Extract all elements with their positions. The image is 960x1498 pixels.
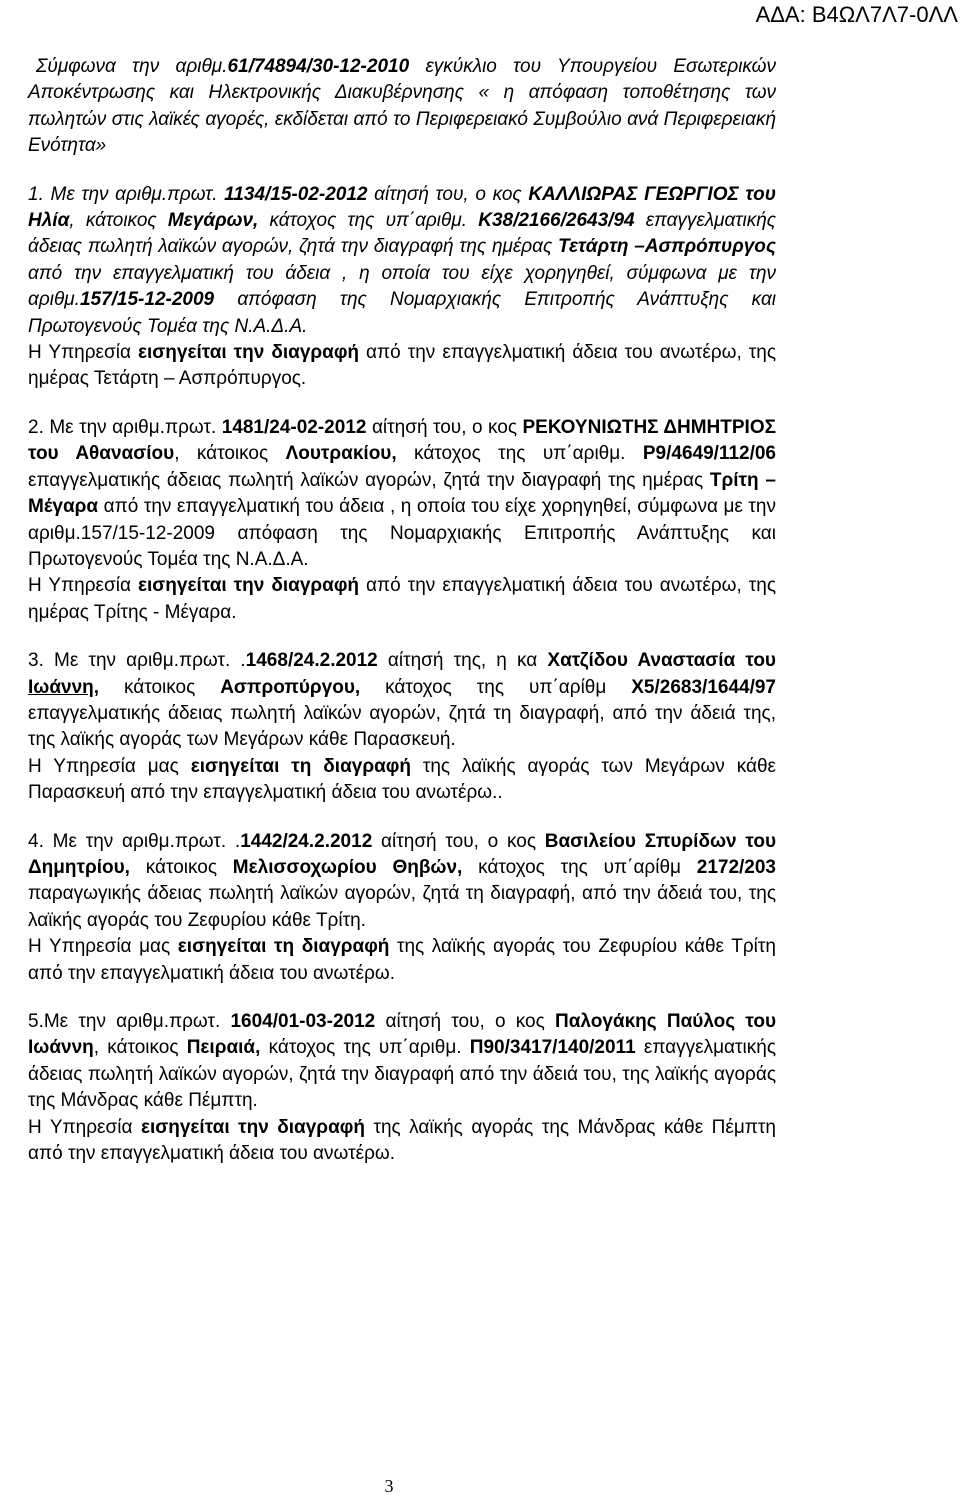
item-2-place: Λουτρακίου, [285,443,397,465]
ada-code: ΑΔΑ: Β4ΩΛ7Λ7-0ΛΛ [755,2,958,27]
item-5-license: Π90/3417/140/2011 [469,1037,636,1059]
item-3-name: Χατζίδου Αναστασία του Ιωάννη, [28,650,776,698]
item-1-recommendation: Η Υπηρεσία εισηγείται την διαγραφή από την επαγγελματική άδεια του ανωτέρω, της ημέρας Τετάρτη – Ασπρόπυργος. [28,342,776,390]
item-3-license: Χ5/2683/1644/97 [631,676,776,698]
item-3-recommendation: Η Υπηρεσία μας εισηγείται τη διαγραφή της λαϊκής αγοράς των Μεγάρων κάθε Παρασκευή από την επαγγελματική άδεια του ανωτέρω.. [28,755,776,804]
document-body [28,54,776,1167]
item-2-license: Ρ9/4649/112/06 [642,443,776,465]
item-5-protocol: 1604/01-03-2012 [230,1011,376,1032]
item-2-name: ΡΕΚΟΥΝΙΩΤΗΣ ΔΗΜΗΤΡΙΟΣ του Αθανασίου [28,416,777,465]
item-5-name: Παλογάκης Παύλος του Ιωάννη [28,1011,777,1059]
item-5-recommendation: Η Υπηρεσία εισηγείται την διαγραφή της λαϊκής αγοράς της Μάνδρας κάθε Πέμπτη από την επαγγελματική άδεια του ανωτέρω. [28,1116,776,1165]
item-1-decision: 157/15-12-2009 [79,289,215,311]
item-1-request: 1. Με την αριθμ.πρωτ. 1134/15-02-2012 αίτησή του, ο κος ΚΑΛΛΙΩΡΑΣ ΓΕΩΡΓΙΟΣ του Ηλία, κάτοικος Μεγάρων, κάτοχος της υπ΄αριθμ. Κ38/2166/2643/94 επαγγελματικής άδειας πωλητή λαϊκών αγορών, ζητά την διαγραφή της ημέρας Τετάρτη –Ασπρόπυργος από την επαγγελματική του άδεια , η οποία του είχε χορηγηθεί, σύμφωνα με την αριθμ.157/15-12-2009 απόφαση της Νομαρχιακής Επιτροπής Ανάπτυξης και Πρωτογενούς Τομέα της Ν.Α.Δ.Α. [28,183,777,337]
item-2-recommendation: Η Υπηρεσία εισηγείται την διαγραφή από την επαγγελματική άδεια του ανωτέρω, της ημέρας Τρίτης - Μέγαρα. [28,575,776,623]
circular-reference: 61/74894/30-12-2010 [227,56,410,77]
item-1-name: ΚΑΛΛΙΩΡΑΣ ΓΕΩΡΓΙΟΣ του Ηλία [28,183,776,232]
item-2-request: 2. Με την αριθμ.πρωτ. 1481/24-02-2012 αίτησή του, ο κος ΡΕΚΟΥΝΙΩΤΗΣ ΔΗΜΗΤΡΙΟΣ του Αθανασίου, κάτοικος Λουτρακίου, κάτοχος της υπ΄αριθμ. Ρ9/4649/112/06 επαγγελματικής άδειας πωλητή λαϊκών αγορών, ζητά την διαγραφή της ημέρας Τρίτη –Μέγαρα από την επαγγελματική του άδεια , η οποία του είχε χορηγηθεί, σύμφωνα με την αριθμ.157/15-12-2009 απόφαση της Νομαρχιακής Επιτροπής Ανάπτυξης και Πρωτογενούς Τομέα της Ν.Α.Δ.Α. [28,416,777,570]
item-4-request: 4. Με την αριθμ.πρωτ. .1442/24.2.2012 αίτησή του, ο κος Βασιλείου Σπυρίδων του Δημητρίου, κάτοικος Μελισσοχωρίου Θηβών, κάτοχος της υπ΄αρίθμ 2172/203 παραγωγικής άδειας πωλητή λαϊκών αγορών, ζητά τη διαγραφή, από την άδειά του, της λαϊκής αγοράς του Ζεφυρίου κάθε Τρίτη. [28,830,776,931]
item-2-day: Τρίτη –Μέγαρα [28,469,776,518]
item-4-protocol: 1442/24.2.2012 [240,830,373,852]
item-3-protocol: 1468/24.2.2012 [245,650,378,672]
item-4-license: 2172/203 [696,856,776,878]
item-5-request: 5.Με την αριθμ.πρωτ. 1604/01-03-2012 αίτησή του, ο κος Παλογάκης Παύλος του Ιωάννη, κάτοικος Πειραιά, κάτοχος της υπ΄αριθμ. Π90/3417/140/2011 επαγγελματικής άδειας πωλητή λαϊκών αγορών, ζητά την διαγραφή από την άδειά του, της λαϊκής αγοράς της Μάνδρας κάθε Πέμπτη. [28,1011,777,1112]
item-4-recommendation: Η Υπηρεσία μας εισηγείται τη διαγραφή της λαϊκής αγοράς του Ζεφυρίου κάθε Τρίτη από την επαγγελματική άδεια του ανωτέρω. [28,936,776,984]
item-1-license: Κ38/2166/2643/94 [478,210,635,232]
item-1-place: Μεγάρων, [167,210,259,232]
item-3-place: Ασπροπύργου, [220,676,361,698]
page-number: 3 [384,1476,394,1496]
item-5-place: Πειραιά, [186,1037,261,1059]
item-1-protocol: 1134/15-02-2012 [224,183,368,205]
item-1-day: Τετάρτη –Ασπρόπυργος [558,236,777,258]
item-2-protocol: 1481/24-02-2012 [221,416,367,438]
intro-paragraph: Σύμφωνα την αριθμ.61/74894/30-12-2010 εγκύκλιο του Υπουργείου Εσωτερικών Αποκέντρωσης και Ηλεκτρονικής Διακυβέρνησης « η απόφαση τοποθέτησης των πωλητών στις λαϊκές αγορές, εκδίδεται από το Περιφερειακό Συμβούλιο ανά Περιφερειακή Ενότητα» [28,56,776,157]
item-4-place: Μελισσοχωρίου Θηβών, [232,856,463,878]
item-3-request: 3. Με την αριθμ.πρωτ. .1468/24.2.2012 αίτησή της, η κα Χατζίδου Αναστασία του Ιωάννη, κάτοικος Ασπροπύργου, κάτοχος της υπ΄αρίθμ Χ5/2683/1644/97 επαγγελματικής άδειας πωλητή λαϊκών αγορών, ζητά τη διαγραφή, από την άδειά της, της λαϊκής αγοράς των Μεγάρων κάθε Παρασκευή. [28,650,776,751]
item-4-name: Βασιλείου Σπυρίδων του Δημητρίου, [28,830,776,878]
